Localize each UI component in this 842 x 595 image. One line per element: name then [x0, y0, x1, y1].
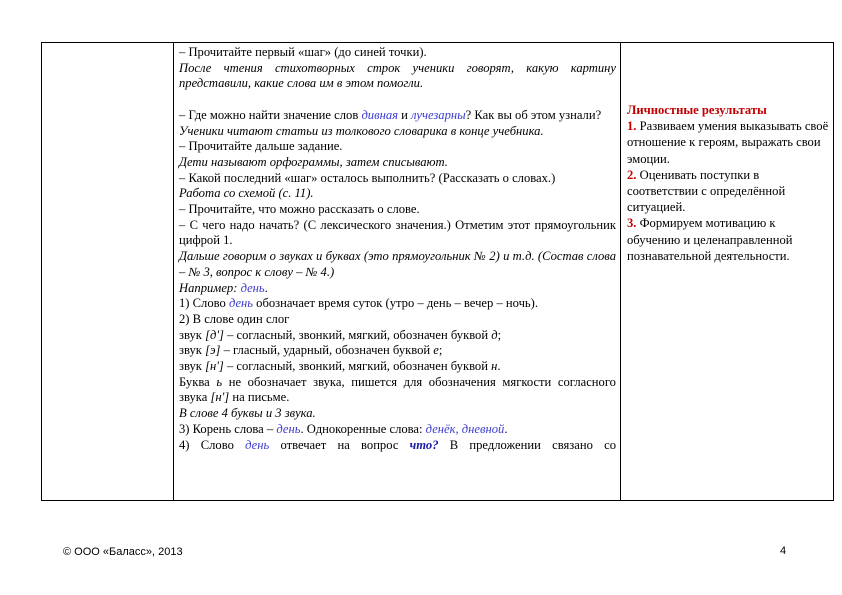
- text-line: Дети называют орфограммы, затем списывают.: [179, 154, 448, 169]
- results-heading: Личностные результаты: [627, 103, 767, 117]
- text-line: – Где можно найти значение слов дивная и лучезарны? Как вы об этом узнали?: [179, 107, 602, 122]
- result-item: 3. Формируем мотивацию к обучению и целенаправленной познавательной деятельности.: [627, 216, 793, 263]
- text-line: Например: день.: [179, 280, 268, 295]
- lesson-content-cell: [174, 43, 621, 501]
- text-line: 1) Слово день обозначает время суток (утро – день – вечер – ночь).: [179, 296, 539, 311]
- results-cell: [621, 43, 834, 501]
- text-line: Дальше говорим о звуках и буквах (это прямоугольник № 2) и т.д. (Состав слова – № 3, вопрос к слову – № 4.): [179, 249, 616, 279]
- empty-column: [42, 43, 174, 501]
- text-line: Буква ь не обозначает звука, пишется для обозначения мягкости согласного звука [н'] на письме.: [179, 374, 616, 405]
- text-line: – С чего надо начать? (С лексического значения.) Отметим этот прямоугольник цифрой 1.: [179, 217, 616, 248]
- copyright-footer: © ООО «Баласс», 2013: [63, 546, 183, 558]
- text-line: Ученики читают статьи из толкового словарика в конце учебника.: [179, 123, 544, 138]
- personal-results: [621, 43, 833, 264]
- text-line: звук [э] – гласный, ударный, обозначен буквой е;: [179, 343, 443, 358]
- text-line: После чтения стихотворных строк ученики говорят, какую картину представили, какие слова им в этом помогли.: [179, 60, 616, 91]
- text-line: 3) Корень слова – день. Однокоренные слова: денёк, дневной.: [179, 421, 508, 436]
- text-line: – Прочитайте, что можно рассказать о слове.: [179, 202, 420, 217]
- text-line: – Прочитайте дальше задание.: [179, 139, 343, 154]
- text-line: звук [д'] – согласный, звонкий, мягкий, обозначен буквой д;: [179, 327, 502, 342]
- text-line: – Какой последний «шаг» осталось выполнить? (Рассказать о словах.): [179, 170, 556, 185]
- lesson-content: [174, 43, 620, 453]
- result-item: 2. Оценивать поступки в соответствии с определённой ситуацией.: [627, 167, 786, 215]
- result-item: 1. Развиваем умения выказывать своё отношение к героям, выражать свои эмоции.: [627, 119, 829, 166]
- lesson-table: [41, 42, 834, 501]
- text-line: 4) Слово день отвечает на вопрос что? В предложении связано со: [179, 437, 616, 452]
- page-number: 4: [780, 545, 787, 557]
- text-line: В слове 4 буквы и 3 звука.: [179, 406, 316, 421]
- text-line: звук [н'] – согласный, звонкий, мягкий, обозначен буквой н.: [179, 359, 501, 374]
- text-line: 2) В слове один слог: [179, 311, 290, 326]
- text-line: – Прочитайте первый «шаг» (до синей точки).: [179, 45, 427, 59]
- text-line: Работа со схемой (с. 11).: [179, 186, 314, 201]
